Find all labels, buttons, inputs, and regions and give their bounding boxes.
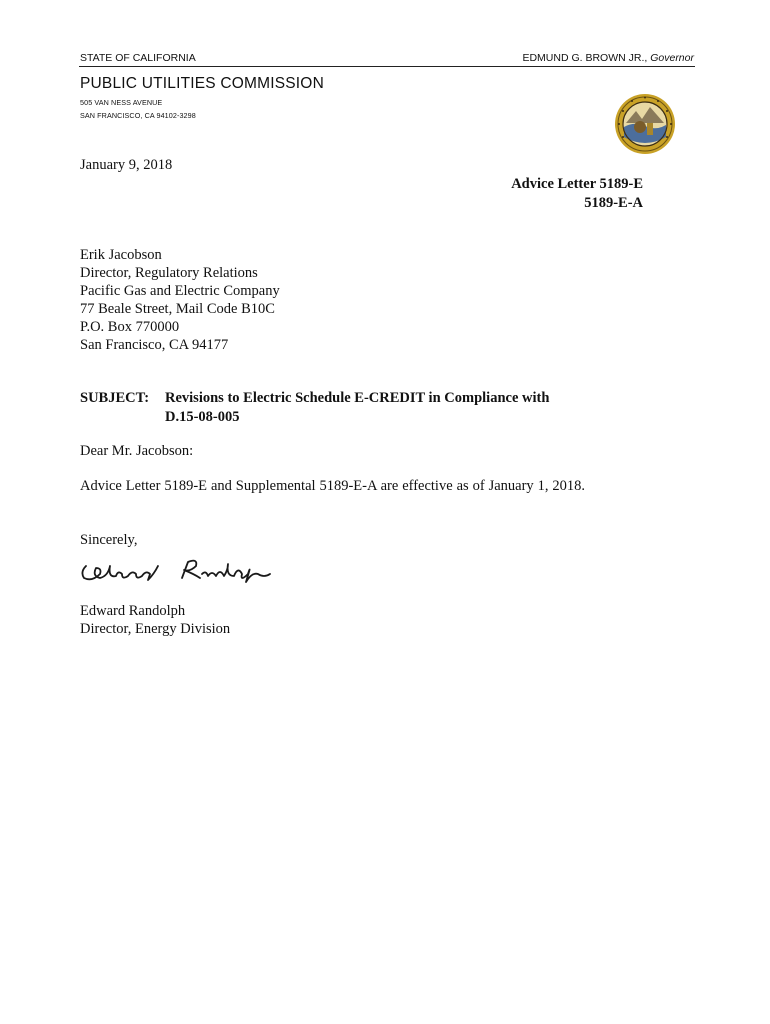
subject-text: Revisions to Electric Schedule E-CREDIT in Compliance with xyxy=(165,390,550,406)
advice-line-2: 5189-E-A xyxy=(584,195,643,211)
closing: Sincerely, xyxy=(80,532,138,548)
body-paragraph: Advice Letter 5189-E and Supplemental 5189-E-A are effective as of January 1, 2018. xyxy=(80,478,586,494)
state-seal-icon xyxy=(614,93,676,155)
handwritten-signature xyxy=(78,552,274,588)
signer-name: Edward Randolph xyxy=(80,603,186,619)
recipient-line: San Francisco, CA 94177 xyxy=(80,337,229,353)
advice-letter-reference xyxy=(511,175,643,213)
recipient-line: Director, Regulatory Relations xyxy=(80,265,258,281)
subject-label: SUBJECT: xyxy=(80,390,150,406)
salutation: Dear Mr. Jacobson: xyxy=(80,443,194,459)
recipient-line: Erik Jacobson xyxy=(80,247,162,263)
letter-date: January 9, 2018 xyxy=(80,157,173,173)
signer-title: Director, Energy Division xyxy=(80,621,231,637)
governor-line xyxy=(522,52,694,64)
recipient-line: Pacific Gas and Electric Company xyxy=(80,283,280,299)
agency-title: PUBLIC UTILITIES COMMISSION xyxy=(80,75,324,92)
state-label: STATE OF CALIFORNIA xyxy=(80,52,196,64)
signer-block xyxy=(80,602,230,638)
governor-name: EDMUND G. BROWN JR., xyxy=(522,52,648,64)
advice-line-1: Advice Letter 5189-E xyxy=(511,176,643,192)
address-line-2: SAN FRANCISCO, CA 94102-3298 xyxy=(80,111,196,120)
governor-title: Governor xyxy=(650,52,694,64)
subject-text-continued: D.15-08-005 xyxy=(165,409,240,425)
recipient-line: 77 Beale Street, Mail Code B10C xyxy=(80,301,275,317)
header-rule xyxy=(79,66,695,67)
recipient-line: P.O. Box 770000 xyxy=(80,319,180,335)
address-line-1: 505 VAN NESS AVENUE xyxy=(80,98,163,107)
recipient-block xyxy=(80,246,280,354)
subject-block xyxy=(80,389,549,427)
